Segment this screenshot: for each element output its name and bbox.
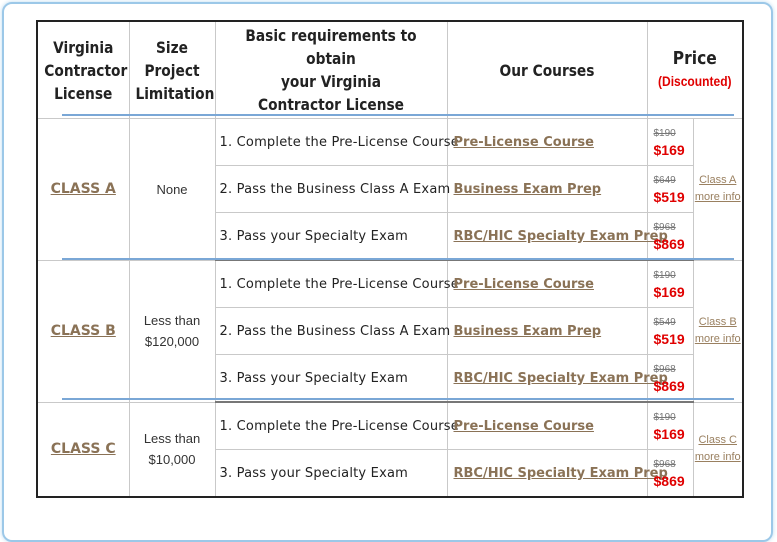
course-cell (447, 260, 647, 308)
original-price: $190 (653, 128, 676, 139)
header-license: Virginia Contractor License (43, 21, 122, 119)
class-c-link[interactable]: CLASS C (50, 441, 116, 458)
header-requirements: Basic requirements to obtain your Virginia Contractor License (231, 21, 431, 119)
business-exam-prep-link[interactable]: Business Exam Prep (453, 182, 602, 197)
pre-license-course-link[interactable]: Pre-License Course (453, 135, 594, 150)
original-price: $190 (653, 270, 676, 281)
original-price: $968 (653, 364, 676, 375)
class-b-more-info-link[interactable]: Class B more info (694, 316, 741, 345)
specialty-exam-prep-link[interactable]: RBC/HIC Specialty Exam Prep (453, 229, 668, 244)
price-cell (647, 402, 693, 450)
class-b-cell (37, 260, 129, 402)
class-c-more-info-link[interactable]: Class C more info (694, 434, 741, 464)
table-header-row (37, 21, 743, 119)
requirement-text: 1. Complete the Pre-License Course (215, 402, 447, 450)
class-a-cell (37, 119, 129, 261)
course-cell (447, 402, 647, 450)
discounted-price: $519 (653, 189, 685, 205)
class-a-link[interactable]: CLASS A (50, 181, 116, 198)
price-cell (647, 166, 693, 213)
original-price: $549 (653, 317, 676, 328)
divider (62, 398, 734, 400)
price-cell (647, 260, 693, 308)
class-c-cell (37, 402, 129, 497)
requirement-text: 1. Complete the Pre-License Course (215, 119, 447, 166)
specialty-exam-prep-link[interactable]: RBC/HIC Specialty Exam Prep (453, 371, 668, 386)
original-price: $190 (653, 412, 676, 423)
discounted-price: $169 (653, 142, 685, 158)
discounted-price: $869 (653, 378, 685, 394)
discounted-price: $869 (653, 236, 685, 252)
pre-license-course-link[interactable]: Pre-License Course (453, 277, 594, 292)
class-b-size: Less than $120,000 (129, 260, 215, 402)
class-c-size: Less than $10,000 (129, 402, 215, 497)
requirement-text: 2. Pass the Business Class A Exam (215, 308, 447, 355)
pre-license-course-link[interactable]: Pre-License Course (453, 419, 594, 434)
price-cell (647, 119, 693, 166)
requirement-text: 3. Pass your Specialty Exam (215, 213, 447, 261)
table-row (37, 260, 743, 308)
header-price: Price (Discounted) (654, 21, 737, 119)
requirement-text: 2. Pass the Business Class A Exam (215, 166, 447, 213)
discounted-price: $169 (653, 284, 685, 300)
requirement-text: 1. Complete the Pre-License Course (215, 260, 447, 308)
class-a-info-cell (693, 119, 743, 261)
price-cell (647, 213, 693, 261)
original-price: $968 (653, 222, 676, 233)
class-c-info-cell (693, 402, 743, 497)
course-cell (447, 119, 647, 166)
discounted-price: $869 (653, 473, 685, 489)
original-price: $968 (653, 459, 676, 470)
header-courses: Our Courses (461, 21, 633, 119)
price-cell (647, 308, 693, 355)
table-row (37, 402, 743, 450)
specialty-exam-prep-link[interactable]: RBC/HIC Specialty Exam Prep (453, 466, 668, 481)
class-b-info-cell (693, 260, 743, 402)
class-a-size: None (129, 119, 215, 261)
requirement-text: 3. Pass your Specialty Exam (215, 450, 447, 498)
price-cell (647, 450, 693, 498)
course-cell (447, 308, 647, 355)
header-size: Size Project Limitation (135, 21, 209, 119)
price-cell (647, 355, 693, 403)
business-exam-prep-link[interactable]: Business Exam Prep (453, 324, 602, 339)
original-price: $649 (653, 175, 676, 186)
discounted-price: $169 (653, 426, 685, 442)
table-row (37, 119, 743, 166)
divider (62, 114, 734, 116)
divider (62, 258, 734, 260)
class-b-link[interactable]: CLASS B (50, 323, 116, 339)
requirement-text: 3. Pass your Specialty Exam (215, 355, 447, 403)
class-a-more-info-link[interactable]: Class A more info (694, 174, 741, 204)
discounted-price: $519 (653, 331, 685, 347)
course-cell (447, 166, 647, 213)
